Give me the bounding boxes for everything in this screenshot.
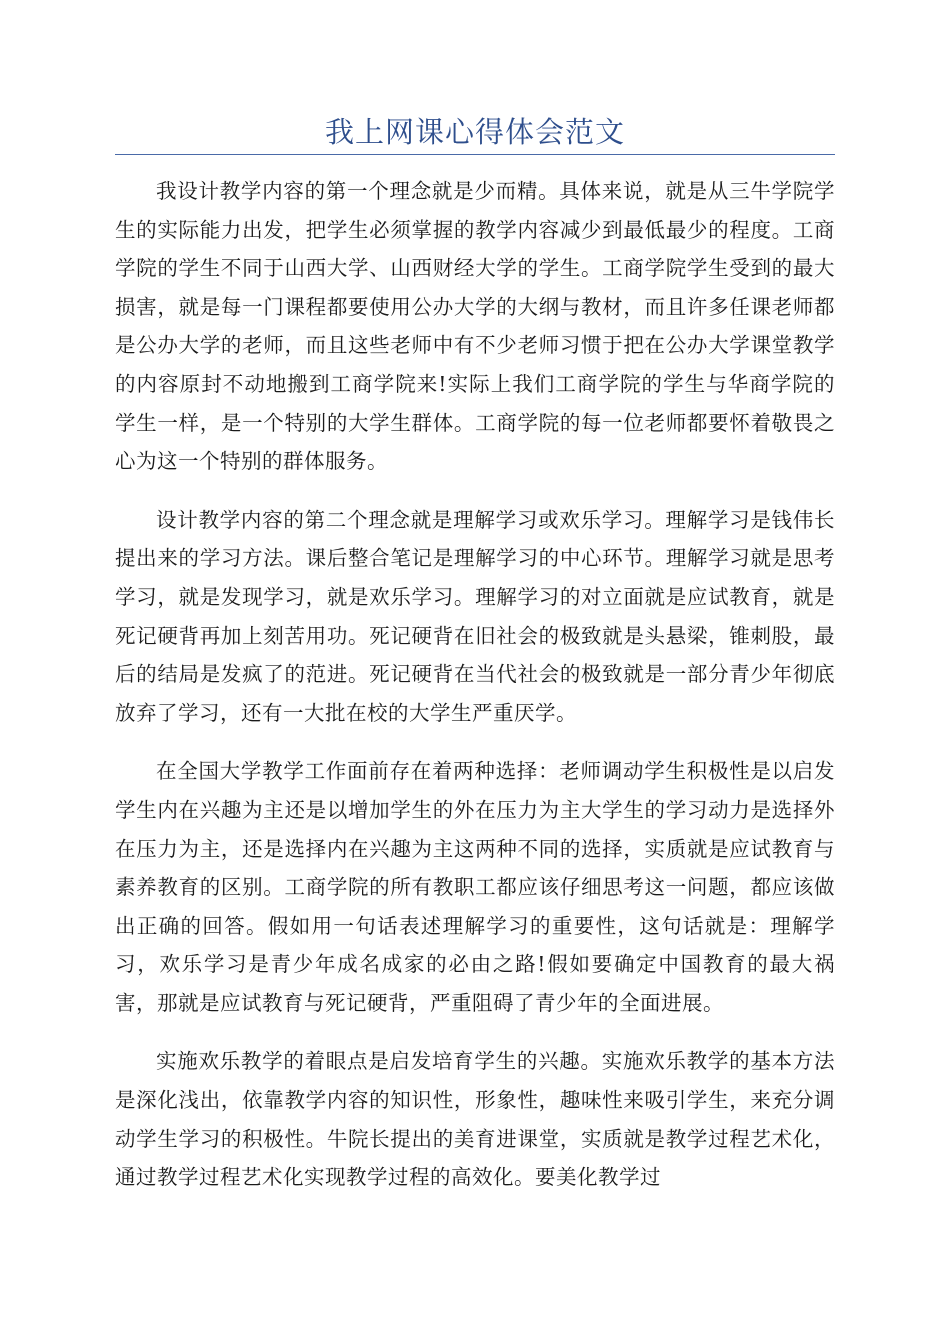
paragraph-1: 我设计教学内容的第一个理念就是少而精。具体来说，就是从三牛学院学生的实际能力出发，把学生必须掌握的教学内容减少到最低最少的程度。工商学院的学生不同于山西大学、山西财经大学的学生。工商学院学生受到的最大损害，就是每一门课程都要使用公办大学的大纲与教材，而且许多任课老师都是公办大学的老师，而且这些老师中有不少老师习惯于把在公办大学课堂教学的内容原封不动地搬到工商学院来!实际上我们工商学院的学生与华商学院的学生一样，是一个特别的大学生群体。工商学院的每一位老师都要怀着敬畏之心为这一个特别的群体服务。 [115, 179, 835, 474]
paragraph-2: 设计教学内容的第二个理念就是理解学习或欢乐学习。理解学习是钱伟长提出来的学习方法。课后整合笔记是理解学习的中心环节。理解学习就是思考学习，就是发现学习，就是欢乐学习。理解学习的对立面就是应试教育，就是死记硬背再加上刻苦用功。死记硬背在旧社会的极致就是头悬梁，锥刺股，最后的结局是发疯了的范进。死记硬背在当代社会的极致就是一部分青少年彻底放弃了学习，还有一大批在校的大学生严重厌学。 [115, 507, 835, 725]
document-title: 我上网课心得体会范文 [324, 115, 625, 149]
document-body [115, 172, 835, 1217]
paragraph-4: 实施欢乐教学的着眼点是启发培育学生的兴趣。实施欢乐教学的基本方法是深化浅出，依靠教学内容的知识性，形象性，趣味性来吸引学生，来充分调动学生学习的积极性。牛院长提出的美育进课堂，实质就是教学过程艺术化，通过教学过程艺术化实现教学过程的高效化。要美化教学过 [115, 1049, 835, 1190]
title-underline [115, 154, 835, 155]
paragraph-3: 在全国大学教学工作面前存在着两种选择：老师调动学生积极性是以启发学生内在兴趣为主还是以增加学生的外在压力为主大学生的学习动力是选择外在压力为主，还是选择内在兴趣为主这两种不同的选择，实质就是应试教育与素养教育的区别。工商学院的所有教职工都应该仔细思考这一问题，都应该做出正确的回答。假如用一句话表述理解学习的重要性，这句话就是：理解学习，欢乐学习是青少年成名成家的必由之路!假如要确定中国教育的最大祸害，那就是应试教育与死记硬背，严重阻碍了青少年的全面进展。 [115, 759, 835, 1015]
